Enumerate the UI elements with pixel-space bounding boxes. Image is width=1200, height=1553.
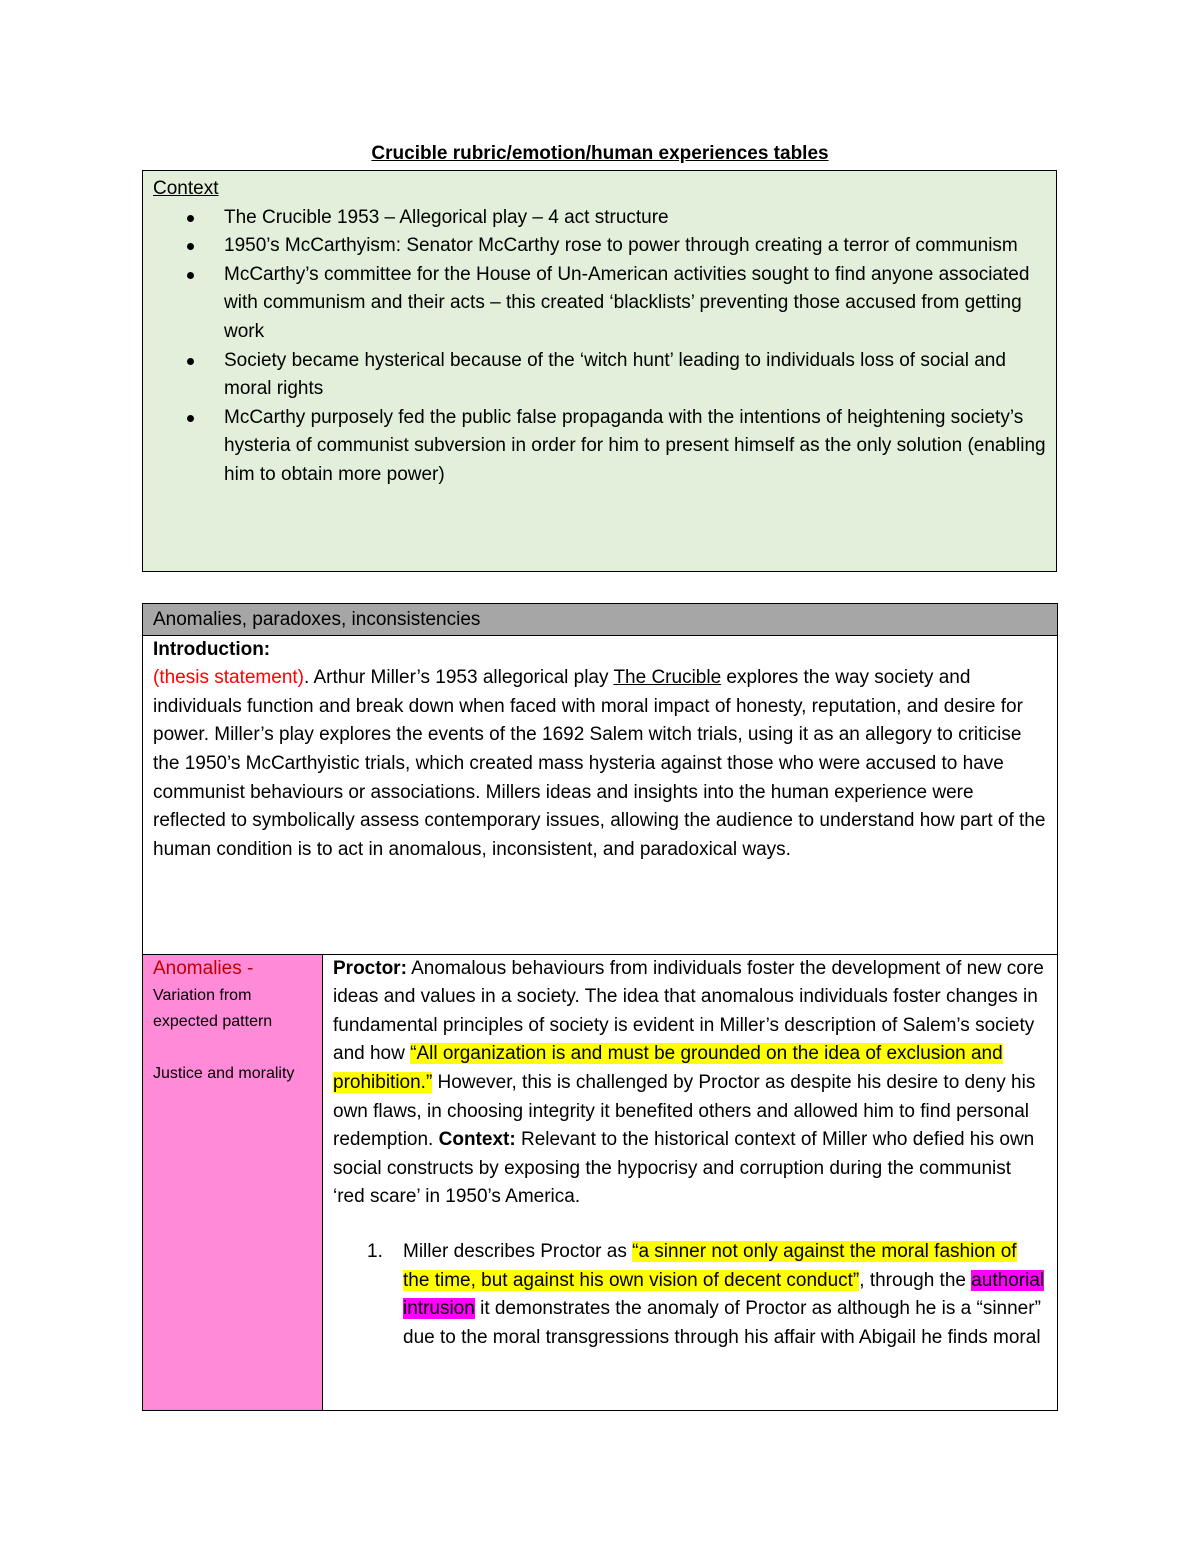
context-label: Context:	[438, 1129, 516, 1151]
anomalies-label-cell	[143, 954, 323, 1410]
context-box	[142, 170, 1057, 572]
highlighted-technique: authorial intrusion	[403, 1269, 1045, 1320]
intro-paragraph: (thesis statement). Arthur Miller’s 1953 allegorical play The Crucible explores the way society and individuals function and break down when faced with moral impact of honesty, reputation, and desire for power. Miller’s play explores the events of the 1692 Salem witch trials, using it as an allegory to criticise the 1950’s McCarthyistic trials, which created mass hysteria against those who were accused to have communist behaviours or associations. Millers ideas and insights into the human experience were reflected to symbolically assess contemporary issues, allowing the audience to understand how part of the human condition is to act in anomalous, inconsistent, and paradoxical ways.	[153, 667, 1046, 860]
list-number: 1.	[367, 1240, 383, 1262]
numbered-list	[333, 1238, 1047, 1352]
intro-row	[143, 635, 1058, 954]
context-bullet: Society became hysterical because of the ‘witch hunt’ leading to individuals loss of social and moral rights	[153, 347, 1046, 404]
anomalies-theme: Justice and morality	[153, 1065, 295, 1083]
anomalies-analysis-cell	[323, 954, 1058, 1410]
proctor-label: Proctor:	[333, 957, 407, 979]
table-header: Anomalies, paradoxes, inconsistencies	[143, 604, 1058, 636]
table-header-row	[143, 604, 1058, 636]
anomalies-table	[142, 603, 1058, 1411]
play-title: The Crucible	[613, 667, 722, 689]
context-bullet: McCarthy’s committee for the House of Un-American activities sought to find anyone associated with communism and their acts – this created ‘blacklists’ preventing those accused from getting work	[153, 261, 1046, 347]
intro-label: Introduction:	[153, 638, 271, 660]
anomalies-title: Anomalies -	[153, 957, 254, 979]
list-item: 1. Miller describes Proctor as “a sinner not only against the moral fashion of the time, but against his own vision of decent conduct”, through the authorial intrusion it demonstrates the anomaly of Proctor as although he is a “sinner” due to the moral transgressions through his affair with Abigail he finds moral	[333, 1238, 1047, 1352]
anomalies-subtitle: Variation from expected pattern	[153, 987, 273, 1031]
context-bullet: The Crucible 1953 – Allegorical play – 4 act structure	[153, 204, 1046, 233]
context-bullet: 1950’s McCarthyism: Senator McCarthy rose to power through creating a terror of communism	[153, 232, 1046, 261]
context-bullet: McCarthy purposely fed the public false propaganda with the intentions of heightening society’s hysteria of communist subversion in order for him to present himself as the only solution (enabling him to obtain more power)	[153, 404, 1046, 490]
thesis-label: (thesis statement)	[153, 667, 304, 689]
highlighted-quote: “All organization is and must be grounded on the idea of exclusion and prohibition.”	[333, 1043, 1003, 1093]
highlighted-quote: “a sinner not only against the moral fashion of the time, but against his own vision of decent conduct”	[403, 1240, 1017, 1291]
document-title: Crucible rubric/emotion/human experiences tables	[371, 143, 829, 164]
intro-cell	[143, 635, 1058, 954]
context-heading: Context	[153, 178, 219, 199]
anomalies-row	[143, 954, 1058, 1410]
context-bullet-list	[153, 204, 1046, 490]
analysis-paragraph: Proctor: Anomalous behaviours from individuals foster the development of new core ideas and values in a society. The idea that anomalous individuals foster changes in fundamental principles of society is evident in Miller’s description of Salem’s society and how “All organization is and must be grounded on the idea of exclusion and prohibition.” However, this is challenged by Proctor as despite his desire to deny his own flaws, in choosing integrity it benefited others and allowed him to find personal redemption. Context: Relevant to the historical context of Miller who defied his own social constructs by exposing the hypocrisy and corruption during the communist ‘red scare’ in 1950’s America.	[333, 957, 1044, 1208]
